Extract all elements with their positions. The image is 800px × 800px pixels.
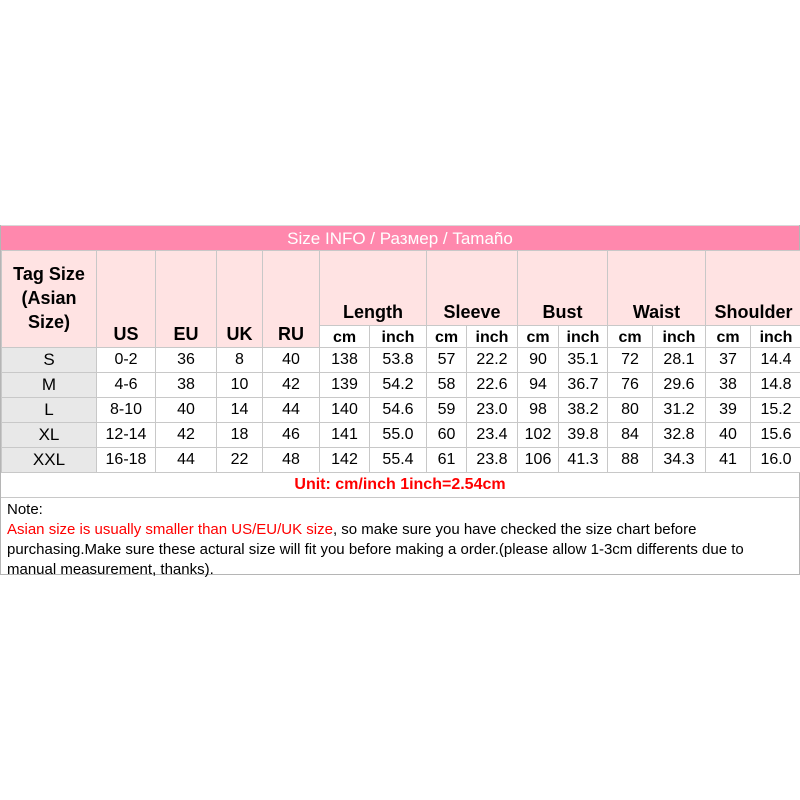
eu-size-cell: 44: [156, 448, 217, 473]
waist-inch-cell: 28.1: [653, 348, 706, 373]
length-cm-cell: 142: [320, 448, 370, 473]
sleeve-inch-cell: 22.6: [467, 373, 518, 398]
tag-size-cell: XL: [2, 423, 97, 448]
us-size-cell: 12-14: [97, 423, 156, 448]
length-header: Length: [320, 251, 427, 326]
us-size-cell: 4-6: [97, 373, 156, 398]
sleeve-cm-cell: 61: [427, 448, 467, 473]
shoulder-inch-cell: 14.4: [751, 348, 800, 373]
uk-size-cell: 18: [217, 423, 263, 448]
ru-header: RU: [263, 251, 320, 348]
waist-cm-cell: 84: [608, 423, 653, 448]
eu-size-cell: 38: [156, 373, 217, 398]
sleeve-header: Sleeve: [427, 251, 518, 326]
length-cm-cell: 139: [320, 373, 370, 398]
unit-cm-header: cm: [320, 326, 370, 348]
eu-header: EU: [156, 251, 217, 348]
length-cm-cell: 138: [320, 348, 370, 373]
waist-inch-cell: 32.8: [653, 423, 706, 448]
eu-size-cell: 42: [156, 423, 217, 448]
table-row: [2, 398, 800, 423]
length-inch-cell: 54.6: [370, 398, 427, 423]
shoulder-cm-cell: 41: [706, 448, 751, 473]
unit-cm-header: cm: [427, 326, 467, 348]
shoulder-inch-cell: 15.6: [751, 423, 800, 448]
chart-title: Size INFO / Размер / Tamaño: [1, 225, 799, 250]
waist-cm-cell: 80: [608, 398, 653, 423]
shoulder-inch-cell: 14.8: [751, 373, 800, 398]
uk-header: UK: [217, 251, 263, 348]
tag-size-cell: L: [2, 398, 97, 423]
uk-size-cell: 8: [217, 348, 263, 373]
bust-inch-cell: 39.8: [559, 423, 608, 448]
ru-size-cell: 40: [263, 348, 320, 373]
unit-cm-header: cm: [608, 326, 653, 348]
length-cm-cell: 141: [320, 423, 370, 448]
waist-cm-cell: 88: [608, 448, 653, 473]
size-table-body: [2, 348, 800, 473]
ru-size-cell: 42: [263, 373, 320, 398]
ru-size-cell: 46: [263, 423, 320, 448]
tag-size-cell: S: [2, 348, 97, 373]
waist-inch-cell: 29.6: [653, 373, 706, 398]
bust-header: Bust: [518, 251, 608, 326]
bust-cm-cell: 94: [518, 373, 559, 398]
unit-cm-header: cm: [706, 326, 751, 348]
bust-cm-cell: 106: [518, 448, 559, 473]
ru-size-cell: 44: [263, 398, 320, 423]
sleeve-inch-cell: 23.0: [467, 398, 518, 423]
us-header: US: [97, 251, 156, 348]
size-table: [1, 250, 800, 473]
tag-size-cell: XXL: [2, 448, 97, 473]
us-size-cell: 0-2: [97, 348, 156, 373]
tag-size-header: [2, 251, 97, 348]
shoulder-inch-cell: 16.0: [751, 448, 800, 473]
table-row: [2, 423, 800, 448]
table-row: [2, 373, 800, 398]
waist-inch-cell: 34.3: [653, 448, 706, 473]
waist-cm-cell: 72: [608, 348, 653, 373]
header-row: [2, 251, 800, 326]
shoulder-cm-cell: 37: [706, 348, 751, 373]
sleeve-cm-cell: 60: [427, 423, 467, 448]
note-body-text: , so make sure you have checked the size chart before purchasing.Make sure these actural size will fit you before making a order.(please allow 1-3cm differents due to manual measurement, thanks).: [7, 521, 744, 578]
note-text: [7, 520, 793, 580]
sleeve-inch-cell: 23.4: [467, 423, 518, 448]
shoulder-inch-cell: 15.2: [751, 398, 800, 423]
sleeve-cm-cell: 59: [427, 398, 467, 423]
bust-inch-cell: 35.1: [559, 348, 608, 373]
unit-inch-header: inch: [653, 326, 706, 348]
waist-header: Waist: [608, 251, 706, 326]
bust-cm-cell: 90: [518, 348, 559, 373]
note-block: [1, 498, 799, 580]
uk-size-cell: 22: [217, 448, 263, 473]
unit-inch-header: inch: [751, 326, 800, 348]
unit-inch-header: inch: [559, 326, 608, 348]
us-size-cell: 16-18: [97, 448, 156, 473]
eu-size-cell: 40: [156, 398, 217, 423]
length-cm-cell: 140: [320, 398, 370, 423]
bust-cm-cell: 102: [518, 423, 559, 448]
unit-note: Unit: cm/inch 1inch=2.54cm: [1, 473, 799, 498]
unit-cm-header: cm: [518, 326, 559, 348]
length-inch-cell: 53.8: [370, 348, 427, 373]
shoulder-cm-cell: 38: [706, 373, 751, 398]
bust-inch-cell: 36.7: [559, 373, 608, 398]
shoulder-cm-cell: 40: [706, 423, 751, 448]
length-inch-cell: 55.4: [370, 448, 427, 473]
sleeve-inch-cell: 22.2: [467, 348, 518, 373]
table-row: [2, 448, 800, 473]
note-label: Note:: [7, 501, 43, 518]
shoulder-header: Shoulder: [706, 251, 800, 326]
waist-inch-cell: 31.2: [653, 398, 706, 423]
table-row: [2, 348, 800, 373]
uk-size-cell: 14: [217, 398, 263, 423]
tag-size-header-text: Tag Size (Asian Size): [13, 264, 85, 332]
unit-inch-header: inch: [370, 326, 427, 348]
note-warning-text: Asian size is usually smaller than US/EU/UK size: [7, 521, 333, 538]
unit-inch-header: inch: [467, 326, 518, 348]
length-inch-cell: 55.0: [370, 423, 427, 448]
sleeve-cm-cell: 57: [427, 348, 467, 373]
sleeve-cm-cell: 58: [427, 373, 467, 398]
shoulder-cm-cell: 39: [706, 398, 751, 423]
bust-inch-cell: 41.3: [559, 448, 608, 473]
eu-size-cell: 36: [156, 348, 217, 373]
bust-cm-cell: 98: [518, 398, 559, 423]
waist-cm-cell: 76: [608, 373, 653, 398]
length-inch-cell: 54.2: [370, 373, 427, 398]
tag-size-cell: M: [2, 373, 97, 398]
sleeve-inch-cell: 23.8: [467, 448, 518, 473]
bust-inch-cell: 38.2: [559, 398, 608, 423]
uk-size-cell: 10: [217, 373, 263, 398]
ru-size-cell: 48: [263, 448, 320, 473]
size-chart: [0, 225, 800, 578]
us-size-cell: 8-10: [97, 398, 156, 423]
